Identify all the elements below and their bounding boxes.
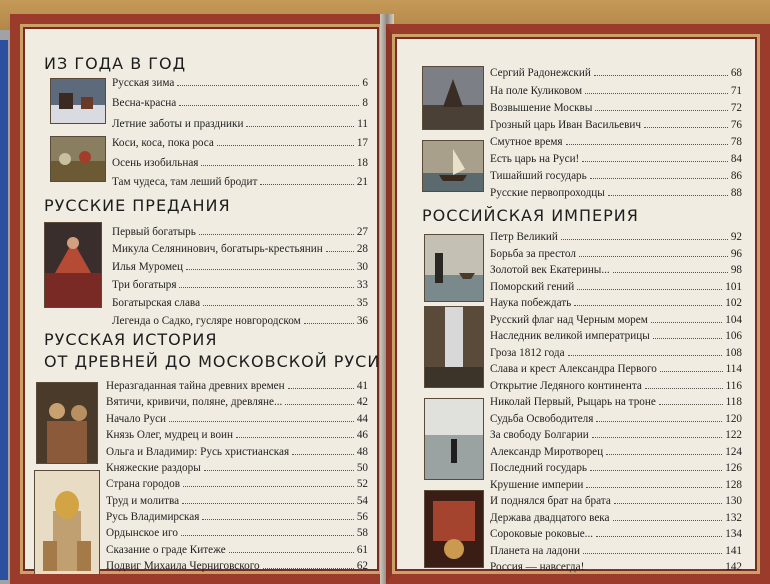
toc-entry[interactable]: Ольга и Владимир: Русь христианская 48: [106, 446, 368, 458]
toc-entry[interactable]: Россия — навсегда! 142: [490, 561, 742, 573]
toc-entry[interactable]: Планета на ладони 141: [490, 545, 742, 557]
toc-entry[interactable]: Слава и крест Александра Первого 114: [490, 363, 742, 375]
illustration-interior: [424, 490, 484, 568]
toc-entry[interactable]: Осень изобильная 18: [112, 157, 368, 169]
toc-entry[interactable]: Петр Великий 92: [490, 231, 742, 243]
toc-entry[interactable]: Микула Селянинович, богатырь-крестьянин 28: [112, 243, 368, 255]
toc-entry[interactable]: Коси, коса, пока роса 17: [112, 137, 368, 149]
toc-entry[interactable]: Русские первопроходцы 88: [490, 187, 742, 199]
toc-entry[interactable]: Сергий Радонежский 68: [490, 67, 742, 79]
toc-entry[interactable]: Гроза 1812 года 108: [490, 347, 742, 359]
toc-entry[interactable]: Летние заботы и праздники 11: [112, 118, 368, 130]
toc-entry[interactable]: Труд и молитва 54: [106, 495, 368, 507]
illustration-bogatyr: [44, 222, 102, 308]
toc-entry[interactable]: Держава двадцатого века 132: [490, 512, 742, 524]
toc-entry[interactable]: Неразгаданная тайна древних времен 41: [106, 380, 368, 392]
toc-entry[interactable]: Весна-красна 8: [112, 97, 368, 109]
toc-entry[interactable]: Начало Руси 44: [106, 413, 368, 425]
toc-entry[interactable]: Поморский гений 101: [490, 281, 742, 293]
toc-entry[interactable]: Наука побеждать 102: [490, 297, 742, 309]
toc-entry[interactable]: Золотой век Екатерины... 98: [490, 264, 742, 276]
toc-entry[interactable]: Русский флаг над Черным морем 104: [490, 314, 742, 326]
illustration-lake: [424, 398, 484, 480]
section-title: РОССИЙСКАЯ ИМПЕРИЯ: [422, 206, 639, 225]
toc-entry[interactable]: Русская зима 6: [112, 77, 368, 89]
toc-entry[interactable]: Князь Олег, мудрец и воин 46: [106, 429, 368, 441]
section-subtitle: ОТ ДРЕВНЕЙ ДО МОСКОВСКОЙ РУСИ: [44, 352, 381, 371]
illustration-peter: [424, 234, 484, 302]
toc-entry[interactable]: Александр Миротворец 124: [490, 446, 742, 458]
illustration-ancient-rus: [36, 382, 98, 464]
toc-entry[interactable]: Там чудеса, там леший бродит 21: [112, 176, 368, 188]
toc-entry[interactable]: Последний государь 126: [490, 462, 742, 474]
section-title: РУССКИЕ ПРЕДАНИЯ: [44, 196, 231, 215]
illustration-church: [34, 470, 100, 584]
toc-entry[interactable]: Борьба за престол 96: [490, 248, 742, 260]
toc-entry[interactable]: Крушение империи 128: [490, 479, 742, 491]
toc-entry[interactable]: Тишайший государь 86: [490, 170, 742, 182]
toc-entry[interactable]: И поднялся брат на брата 130: [490, 495, 742, 507]
toc-entry[interactable]: Русь Владимирская 56: [106, 511, 368, 523]
toc-entry[interactable]: Богатырская слава 35: [112, 297, 368, 309]
toc-entry[interactable]: За свободу Болгарии 122: [490, 429, 742, 441]
toc-entry[interactable]: Княжеские раздоры 50: [106, 462, 368, 474]
toc-entry[interactable]: Есть царь на Руси! 84: [490, 153, 742, 165]
toc-entry[interactable]: Ордынское иго 58: [106, 527, 368, 539]
toc-entry[interactable]: Смутное время 78: [490, 136, 742, 148]
illustration-waterfall: [424, 306, 484, 388]
toc-entry[interactable]: Легенда о Садко, гусляре новгородском 36: [112, 315, 368, 327]
toc-entry[interactable]: Первый богатырь 27: [112, 226, 368, 238]
toc-entry[interactable]: Николай Первый, Рыцарь на троне 118: [490, 396, 742, 408]
toc-entry[interactable]: Вятичи, кривичи, поляне, древляне... 42: [106, 396, 368, 408]
toc-entry[interactable]: Возвышение Москвы 72: [490, 102, 742, 114]
toc-entry[interactable]: Сороковые роковые... 134: [490, 528, 742, 540]
toc-entry[interactable]: Три богатыря 33: [112, 279, 368, 291]
toc-entry[interactable]: На поле Куликовом 71: [490, 85, 742, 97]
toc-entry[interactable]: Страна городов 52: [106, 478, 368, 490]
toc-entry[interactable]: Илья Муромец 30: [112, 261, 368, 273]
book-cover-edge: [0, 40, 8, 580]
toc-entry[interactable]: Судьба Освободителя 120: [490, 413, 742, 425]
toc-entry[interactable]: Подвиг Михаила Черниговского 62: [106, 560, 368, 572]
section-title: ИЗ ГОДА В ГОД: [44, 54, 187, 73]
toc-entry[interactable]: Открытие Ледяного континента 116: [490, 380, 742, 392]
illustration-winter: [50, 78, 106, 124]
right-page: [386, 24, 770, 584]
toc-entry[interactable]: Сказание о граде Китеже 61: [106, 544, 368, 556]
toc-entry[interactable]: Грозный царь Иван Васильевич 76: [490, 119, 742, 131]
left-page: [10, 14, 388, 584]
section-title: РУССКАЯ ИСТОРИЯ: [44, 330, 218, 349]
illustration-harvest: [50, 136, 106, 182]
toc-entry[interactable]: Победы Александра Невского 64: [106, 577, 368, 584]
illustration-kulikovo: [422, 66, 484, 130]
illustration-ship: [422, 140, 484, 192]
toc-entry[interactable]: Наследник великой императрицы 106: [490, 330, 742, 342]
